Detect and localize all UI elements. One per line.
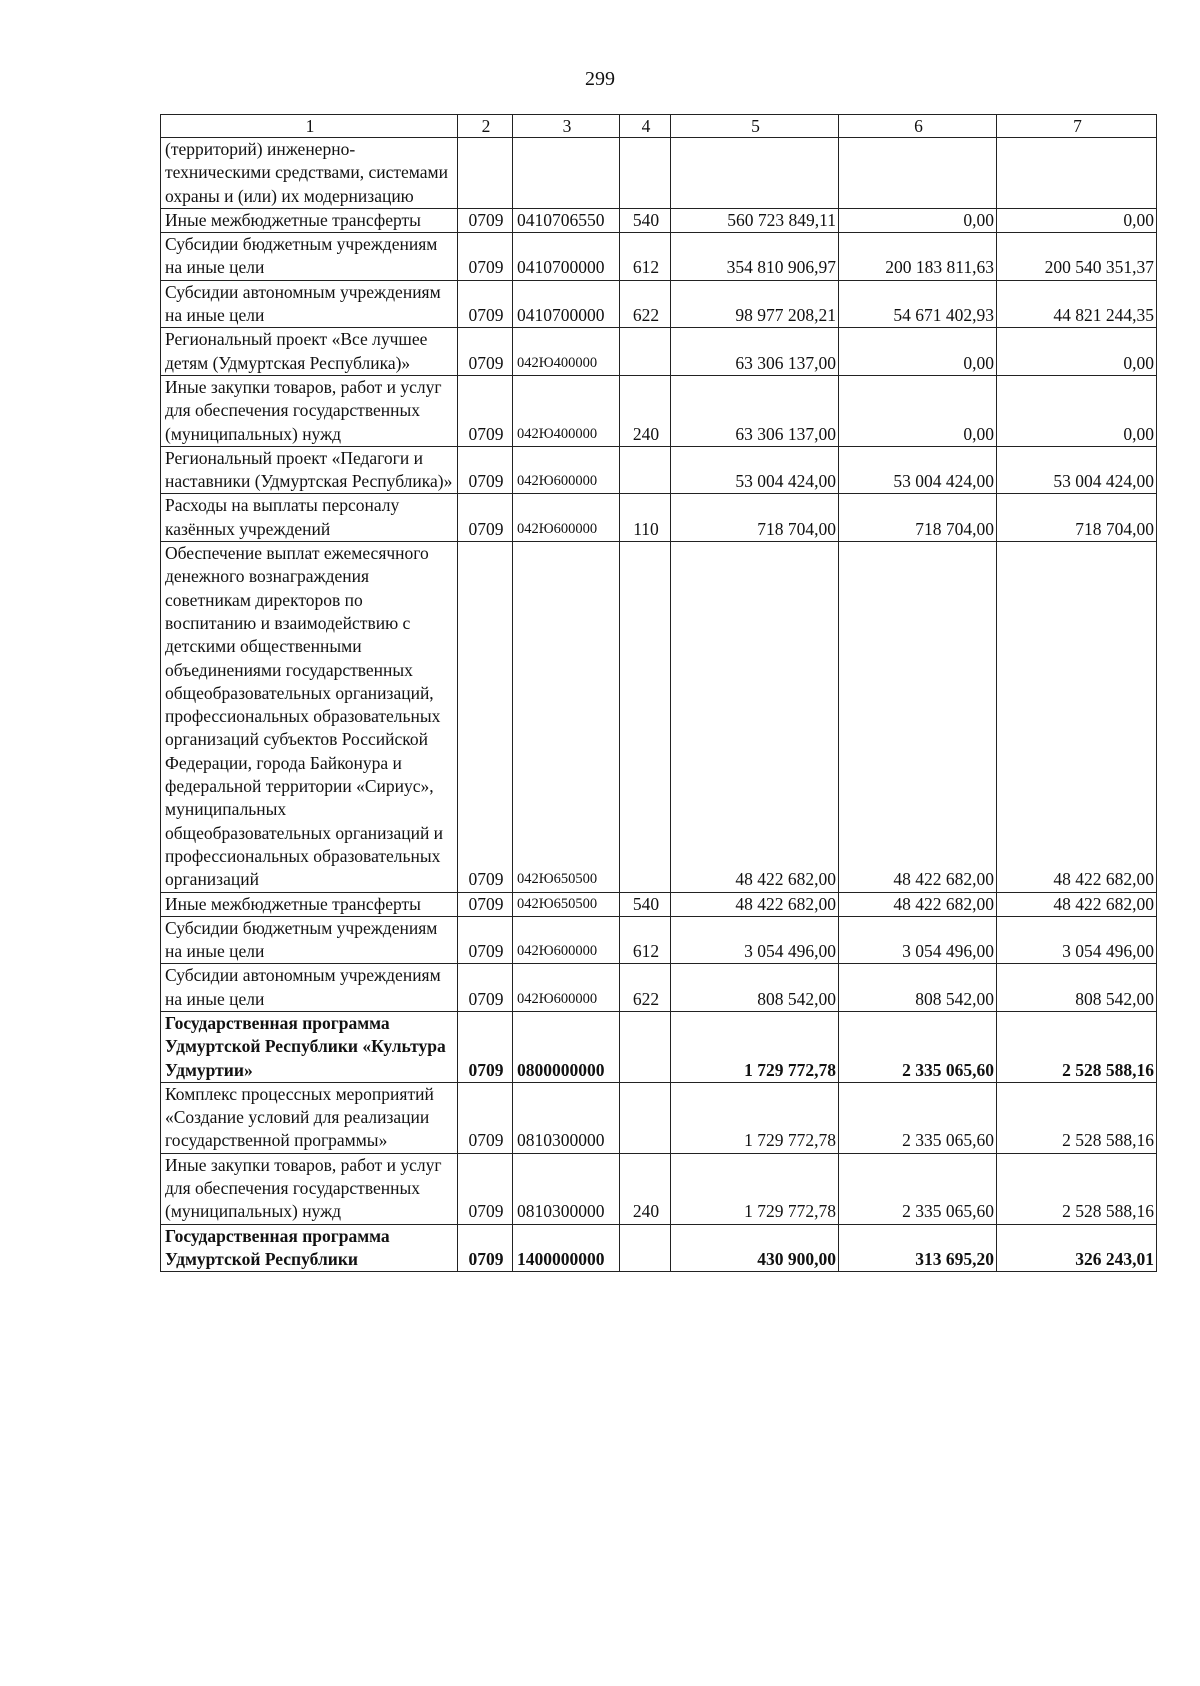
row-amount-col5: 63 306 137,00 [671, 375, 839, 446]
table-row [161, 375, 1157, 446]
row-expense-type: 110 [620, 494, 671, 542]
row-expense-type [620, 138, 671, 209]
row-target-code: 042Ю400000 [513, 328, 620, 376]
row-amount-col6: 54 671 402,93 [839, 280, 997, 328]
table-row [161, 138, 1157, 209]
row-amount-col7: 48 422 682,00 [997, 542, 1157, 892]
row-target-code: 042Ю600000 [513, 964, 620, 1012]
row-target-code: 0800000000 [513, 1011, 620, 1082]
row-amount-col7: 808 542,00 [997, 964, 1157, 1012]
row-expense-type: 540 [620, 208, 671, 232]
row-target-code: 042Ю600000 [513, 494, 620, 542]
row-expense-type [620, 446, 671, 494]
row-section-code: 0709 [458, 964, 513, 1012]
row-expense-type: 240 [620, 1153, 671, 1224]
row-expense-type [620, 1082, 671, 1153]
row-amount-col6: 2 335 065,60 [839, 1082, 997, 1153]
header-col-7: 7 [997, 115, 1157, 138]
row-amount-col5 [671, 138, 839, 209]
row-section-code: 0709 [458, 1224, 513, 1272]
header-col-1: 1 [161, 115, 458, 138]
header-col-3: 3 [513, 115, 620, 138]
row-amount-col6: 313 695,20 [839, 1224, 997, 1272]
header-row [161, 115, 1157, 138]
row-amount-col5: 48 422 682,00 [671, 542, 839, 892]
row-amount-col6: 48 422 682,00 [839, 542, 997, 892]
row-name: Региональный проект «Педагоги и наставники (Удмуртская Республика)» [161, 446, 458, 494]
row-amount-col5: 560 723 849,11 [671, 208, 839, 232]
row-name: Иные межбюджетные трансферты [161, 208, 458, 232]
row-section-code: 0709 [458, 375, 513, 446]
row-name: Государственная программа Удмуртской Республики «Культура Удмуртии» [161, 1011, 458, 1082]
table-row [161, 892, 1157, 916]
row-amount-col6: 2 335 065,60 [839, 1153, 997, 1224]
row-name: Комплекс процессных мероприятий «Создание условий для реализации государственной программы» [161, 1082, 458, 1153]
row-amount-col7: 326 243,01 [997, 1224, 1157, 1272]
row-target-code: 0410700000 [513, 233, 620, 281]
row-section-code: 0709 [458, 446, 513, 494]
row-amount-col6: 48 422 682,00 [839, 892, 997, 916]
row-amount-col7: 2 528 588,16 [997, 1153, 1157, 1224]
row-section-code: 0709 [458, 208, 513, 232]
row-amount-col6: 0,00 [839, 375, 997, 446]
row-section-code: 0709 [458, 328, 513, 376]
row-name: Расходы на выплаты персоналу казённых учреждений [161, 494, 458, 542]
row-target-code: 0810300000 [513, 1082, 620, 1153]
table-row [161, 1153, 1157, 1224]
table-row [161, 1224, 1157, 1272]
row-section-code: 0709 [458, 280, 513, 328]
row-name: Иные закупки товаров, работ и услуг для обеспечения государственных (муниципальных) нужд [161, 375, 458, 446]
row-amount-col5: 1 729 772,78 [671, 1011, 839, 1082]
row-section-code: 0709 [458, 1011, 513, 1082]
row-target-code: 1400000000 [513, 1224, 620, 1272]
row-section-code: 0709 [458, 1153, 513, 1224]
header-col-2: 2 [458, 115, 513, 138]
table-body [161, 138, 1157, 1272]
row-amount-col7: 200 540 351,37 [997, 233, 1157, 281]
row-section-code [458, 138, 513, 209]
row-name: Субсидии бюджетным учреждениям на иные цели [161, 233, 458, 281]
row-amount-col6: 0,00 [839, 328, 997, 376]
table-row [161, 494, 1157, 542]
row-amount-col6: 808 542,00 [839, 964, 997, 1012]
row-amount-col5: 1 729 772,78 [671, 1153, 839, 1224]
budget-table [160, 114, 1157, 1272]
row-amount-col6: 3 054 496,00 [839, 916, 997, 964]
row-amount-col7 [997, 138, 1157, 209]
row-amount-col7: 2 528 588,16 [997, 1082, 1157, 1153]
row-amount-col5: 48 422 682,00 [671, 892, 839, 916]
page-number: 299 [585, 68, 615, 90]
row-expense-type: 622 [620, 280, 671, 328]
row-amount-col7: 718 704,00 [997, 494, 1157, 542]
row-amount-col5: 98 977 208,21 [671, 280, 839, 328]
row-amount-col7: 44 821 244,35 [997, 280, 1157, 328]
row-amount-col6: 53 004 424,00 [839, 446, 997, 494]
row-amount-col5: 430 900,00 [671, 1224, 839, 1272]
row-amount-col5: 63 306 137,00 [671, 328, 839, 376]
row-name: Обеспечение выплат ежемесячного денежного вознаграждения советникам директоров по воспитанию и взаимодействию с детскими общественными объединениями государственных общеобразовательных организаций, профессиональных образовательных организаций субъектов Российской Федерации, города Байконура и федеральной территории «Сириус», муниципальных общеобразовательных организаций и профессиональных образовательных организаций [161, 542, 458, 892]
table-row [161, 328, 1157, 376]
row-amount-col7: 0,00 [997, 375, 1157, 446]
row-section-code: 0709 [458, 916, 513, 964]
table-row [161, 916, 1157, 964]
row-section-code: 0709 [458, 892, 513, 916]
row-amount-col5: 808 542,00 [671, 964, 839, 1012]
row-amount-col7: 48 422 682,00 [997, 892, 1157, 916]
row-name: (территорий) инженерно-техническими средствами, системами охраны и (или) их модернизацию [161, 138, 458, 209]
row-amount-col6: 2 335 065,60 [839, 1011, 997, 1082]
row-target-code: 042Ю600000 [513, 446, 620, 494]
row-target-code: 042Ю600000 [513, 916, 620, 964]
header-col-4: 4 [620, 115, 671, 138]
table-row [161, 233, 1157, 281]
row-name: Субсидии автономным учреждениям на иные цели [161, 964, 458, 1012]
row-section-code: 0709 [458, 542, 513, 892]
row-name: Субсидии автономным учреждениям на иные цели [161, 280, 458, 328]
row-amount-col5: 53 004 424,00 [671, 446, 839, 494]
row-expense-type: 540 [620, 892, 671, 916]
row-expense-type: 622 [620, 964, 671, 1012]
row-amount-col7: 2 528 588,16 [997, 1011, 1157, 1082]
row-target-code [513, 138, 620, 209]
row-amount-col6: 200 183 811,63 [839, 233, 997, 281]
row-name: Иные закупки товаров, работ и услуг для обеспечения государственных (муниципальных) нужд [161, 1153, 458, 1224]
table-row [161, 1011, 1157, 1082]
header-col-5: 5 [671, 115, 839, 138]
row-target-code: 042Ю650500 [513, 542, 620, 892]
row-target-code: 0410706550 [513, 208, 620, 232]
row-amount-col5: 718 704,00 [671, 494, 839, 542]
row-target-code: 0810300000 [513, 1153, 620, 1224]
table-row [161, 964, 1157, 1012]
row-expense-type [620, 1011, 671, 1082]
row-expense-type [620, 328, 671, 376]
row-name: Государственная программа Удмуртской Республики [161, 1224, 458, 1272]
row-target-code: 042Ю400000 [513, 375, 620, 446]
row-expense-type: 612 [620, 916, 671, 964]
row-amount-col7: 3 054 496,00 [997, 916, 1157, 964]
header-col-6: 6 [839, 115, 997, 138]
row-section-code: 0709 [458, 233, 513, 281]
row-amount-col6: 0,00 [839, 208, 997, 232]
row-amount-col7: 0,00 [997, 328, 1157, 376]
table-row [161, 1082, 1157, 1153]
row-section-code: 0709 [458, 1082, 513, 1153]
row-amount-col6: 718 704,00 [839, 494, 997, 542]
row-amount-col5: 3 054 496,00 [671, 916, 839, 964]
row-expense-type: 240 [620, 375, 671, 446]
row-section-code: 0709 [458, 494, 513, 542]
row-expense-type: 612 [620, 233, 671, 281]
row-amount-col7: 0,00 [997, 208, 1157, 232]
row-amount-col5: 1 729 772,78 [671, 1082, 839, 1153]
row-expense-type [620, 1224, 671, 1272]
table-row [161, 208, 1157, 232]
row-amount-col7: 53 004 424,00 [997, 446, 1157, 494]
table-row [161, 542, 1157, 892]
row-name: Иные межбюджетные трансферты [161, 892, 458, 916]
row-name: Региональный проект «Все лучшее детям (Удмуртская Республика)» [161, 328, 458, 376]
row-target-code: 042Ю650500 [513, 892, 620, 916]
table-row [161, 280, 1157, 328]
row-name: Субсидии бюджетным учреждениям на иные цели [161, 916, 458, 964]
row-amount-col5: 354 810 906,97 [671, 233, 839, 281]
table-row [161, 446, 1157, 494]
row-expense-type [620, 542, 671, 892]
row-target-code: 0410700000 [513, 280, 620, 328]
row-amount-col6 [839, 138, 997, 209]
